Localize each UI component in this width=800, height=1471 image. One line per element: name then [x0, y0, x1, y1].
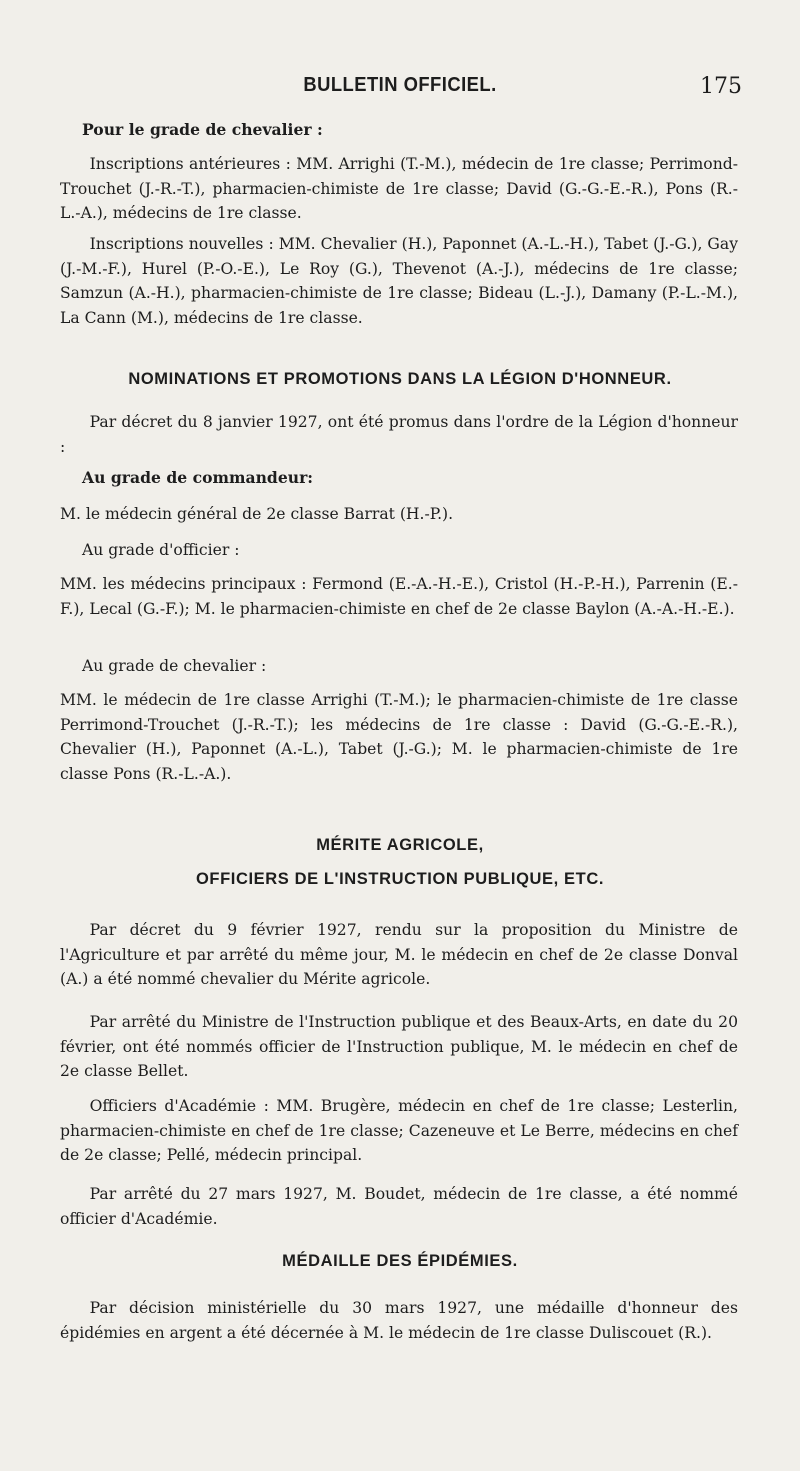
merite-paragraph-2: Par arrêté du Ministre de l'Instruction publique et des Beaux-Arts, en date du 20 février, ont été nommés officier de l'Instruction publique, M. le médecin en chef de 2e classe Bellet. [60, 1013, 738, 1080]
inscriptions-nouvelles: Inscriptions nouvelles : MM. Chevalier (H.), Paponnet (A.-L.-H.), Tabet (J.-G.), Gay (J.-M.-F.), Hurel (P.-O.-E.), Le Roy (G.), Thevenot (A.-J.), médecins de 1re classe; Samzun (A.-H.), pharmacien-chimiste de 1re classe; Bideau (L.-J.), Damany (P.-L.-M.), La Cann (M.), médecins de 1re classe. [60, 235, 738, 327]
chevalier-text: MM. le médecin de 1re classe Arrighi (T.-M.); le pharmacien-chimiste de 1re classe Perrimond-Trouchet (J.-R.-T.); les médecins de 1re classe : David (G.-G.-E.-R.), Chevalier (H.), Paponnet (A.-L.), Tabet (J.-G.); M. le pharmacien-chimiste de 1re classe Pons (R.-L.-A.). [60, 691, 738, 783]
commandeur-text: M. le médecin général de 2e classe Barrat (H.-P.). [60, 505, 454, 523]
medaille-heading: MÉDAILLE DES ÉPIDÉMIES. [282, 1252, 518, 1270]
running-title: BULLETIN OFFICIEL. [303, 74, 497, 96]
merite-heading-line1: MÉRITE AGRICOLE, [316, 836, 484, 854]
commandeur-label: Au grade de commandeur: [82, 468, 314, 487]
page-header [0, 74, 800, 108]
legion-intro: Par décret du 8 janvier 1927, ont été promus dans l'ordre de la Légion d'honneur : [60, 413, 738, 456]
officier-label: Au grade d'officier : [82, 541, 240, 559]
inscriptions-anterieures: Inscriptions antérieures : MM. Arrighi (T.-M.), médecin de 1re classe; Perrimond-Trouchet (J.-R.-T.), pharmacien-chimiste de 1re classe; David (G.-G.-E.-R.), Pons (R.-L.-A.), médecins de 1re classe. [60, 155, 738, 222]
merite-heading-line2: OFFICIERS DE L'INSTRUCTION PUBLIQUE, ETC. [195, 870, 605, 888]
legion-heading: NOMINATIONS ET PROMOTIONS DANS LA LÉGION D'HONNEUR. [128, 370, 672, 388]
officier-text: MM. les médecins principaux : Fermond (E.-A.-H.-E.), Cristol (H.-P.-H.), Parrenin (E.-F.), Lecal (G.-F.); M. le pharmacien-chimiste en chef de 2e classe Baylon (A.-A.-H.-E.). [60, 575, 738, 618]
chevalier-heading: Pour le grade de chevalier : [82, 120, 323, 139]
merite-paragraph-4: Par arrêté du 27 mars 1927, M. Boudet, médecin de 1re classe, a été nommé officier d'Académie. [60, 1185, 738, 1228]
merite-paragraph-1: Par décret du 9 février 1927, rendu sur la proposition du Ministre de l'Agriculture et par arrêté du même jour, M. le médecin en chef de 2e classe Donval (A.) a été nommé chevalier du Mérite agricole. [60, 921, 738, 988]
merite-paragraph-3: Officiers d'Académie : MM. Brugère, médecin en chef de 1re classe; Lesterlin, pharmacien-chimiste en chef de 1re classe; Cazeneuve et Le Berre, médecins en chef de 2e classe; Pellé, médecin principal. [60, 1097, 738, 1164]
chevalier-label: Au grade de chevalier : [82, 657, 267, 675]
medaille-paragraph: Par décision ministérielle du 30 mars 1927, une médaille d'honneur des épidémies en argent a été décernée à M. le médecin de 1re classe Duliscouet (R.). [60, 1299, 738, 1342]
page-number: 175 [700, 74, 742, 99]
